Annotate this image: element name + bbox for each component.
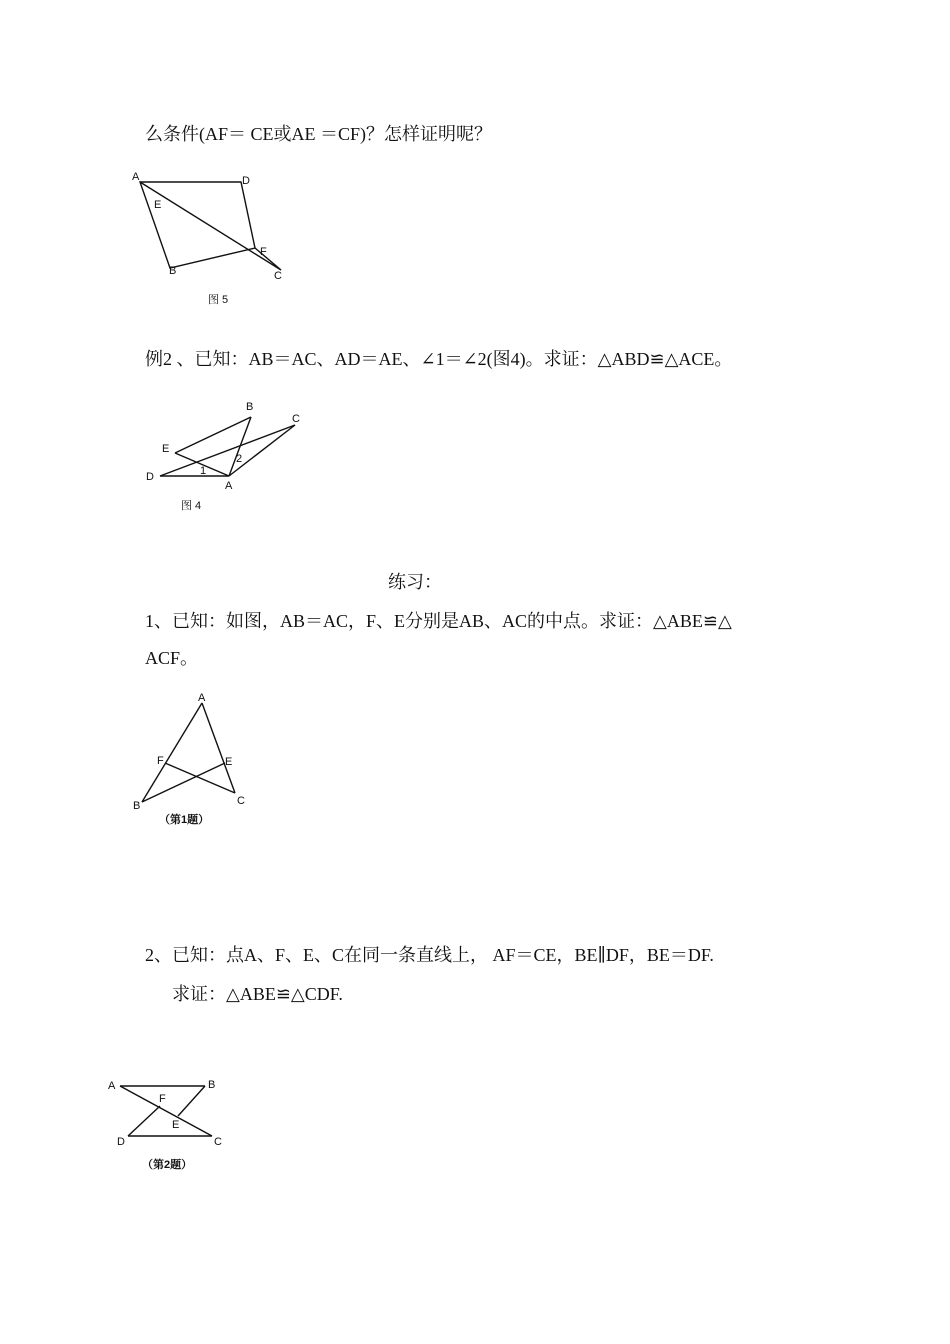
label-e: E	[225, 756, 233, 768]
figure-4-caption: 图 4	[181, 500, 202, 512]
practice-1-line-1: 1、已知：如图，AB＝AC，F、E分别是AB、AC的中点。求证：△ABE≌△	[145, 611, 732, 631]
practice-1-line-2: ACF。	[145, 648, 199, 668]
label-a: A	[132, 171, 140, 183]
label-a: A	[108, 1080, 116, 1092]
label-d: D	[117, 1136, 125, 1148]
label-f: F	[157, 755, 164, 767]
label-d: D	[146, 471, 154, 483]
label-a: A	[225, 480, 233, 492]
label-b: B	[208, 1079, 216, 1091]
label-a: A	[198, 692, 206, 704]
label-f: F	[260, 246, 267, 258]
label-e: E	[172, 1119, 180, 1131]
figure-q1-caption: （第1题）	[159, 814, 210, 826]
label-b: B	[133, 800, 141, 812]
figure-5-parallelogram	[120, 160, 320, 320]
label-b: B	[169, 265, 177, 277]
label-f: F	[159, 1093, 166, 1105]
figure-q2-caption: （第2题）	[142, 1159, 193, 1171]
segment-be	[178, 1086, 205, 1116]
figure-q2	[100, 1070, 240, 1180]
question-continuation: 么条件(AF＝ CE或AE ＝CF)？怎样证明呢？	[145, 124, 493, 144]
label-b: B	[246, 401, 254, 413]
label-c: C	[237, 795, 245, 807]
label-d: D	[242, 175, 250, 187]
figure-5-caption: 图 5	[208, 294, 229, 306]
label-c: C	[292, 413, 300, 425]
side-ac	[202, 703, 235, 793]
example-2-text: 例2 、已知：AB＝AC、AD＝AE、∠1＝∠2(图4)。求证：△ABD≌△ACE。	[145, 349, 733, 369]
segment-df	[128, 1106, 160, 1136]
practice-2-line-2: 求证：△ABE≌△CDF.	[172, 984, 343, 1004]
figure-q1-triangle	[125, 685, 265, 835]
label-c: C	[214, 1136, 222, 1148]
practice-2-line-1: 2、已知：点A、F、E、C在同一条直线上， AF＝CE，BE∥DF，BE＝DF.	[145, 945, 714, 965]
segment-fc	[255, 248, 281, 270]
figure-4	[140, 395, 320, 520]
angle-1-label: 1	[200, 465, 207, 477]
label-e: E	[154, 199, 162, 211]
practice-heading: 练习：	[388, 572, 442, 592]
angle-2-label: 2	[236, 453, 243, 465]
label-e: E	[162, 443, 170, 455]
parallelogram-abcd	[140, 182, 255, 268]
label-c: C	[274, 270, 282, 282]
